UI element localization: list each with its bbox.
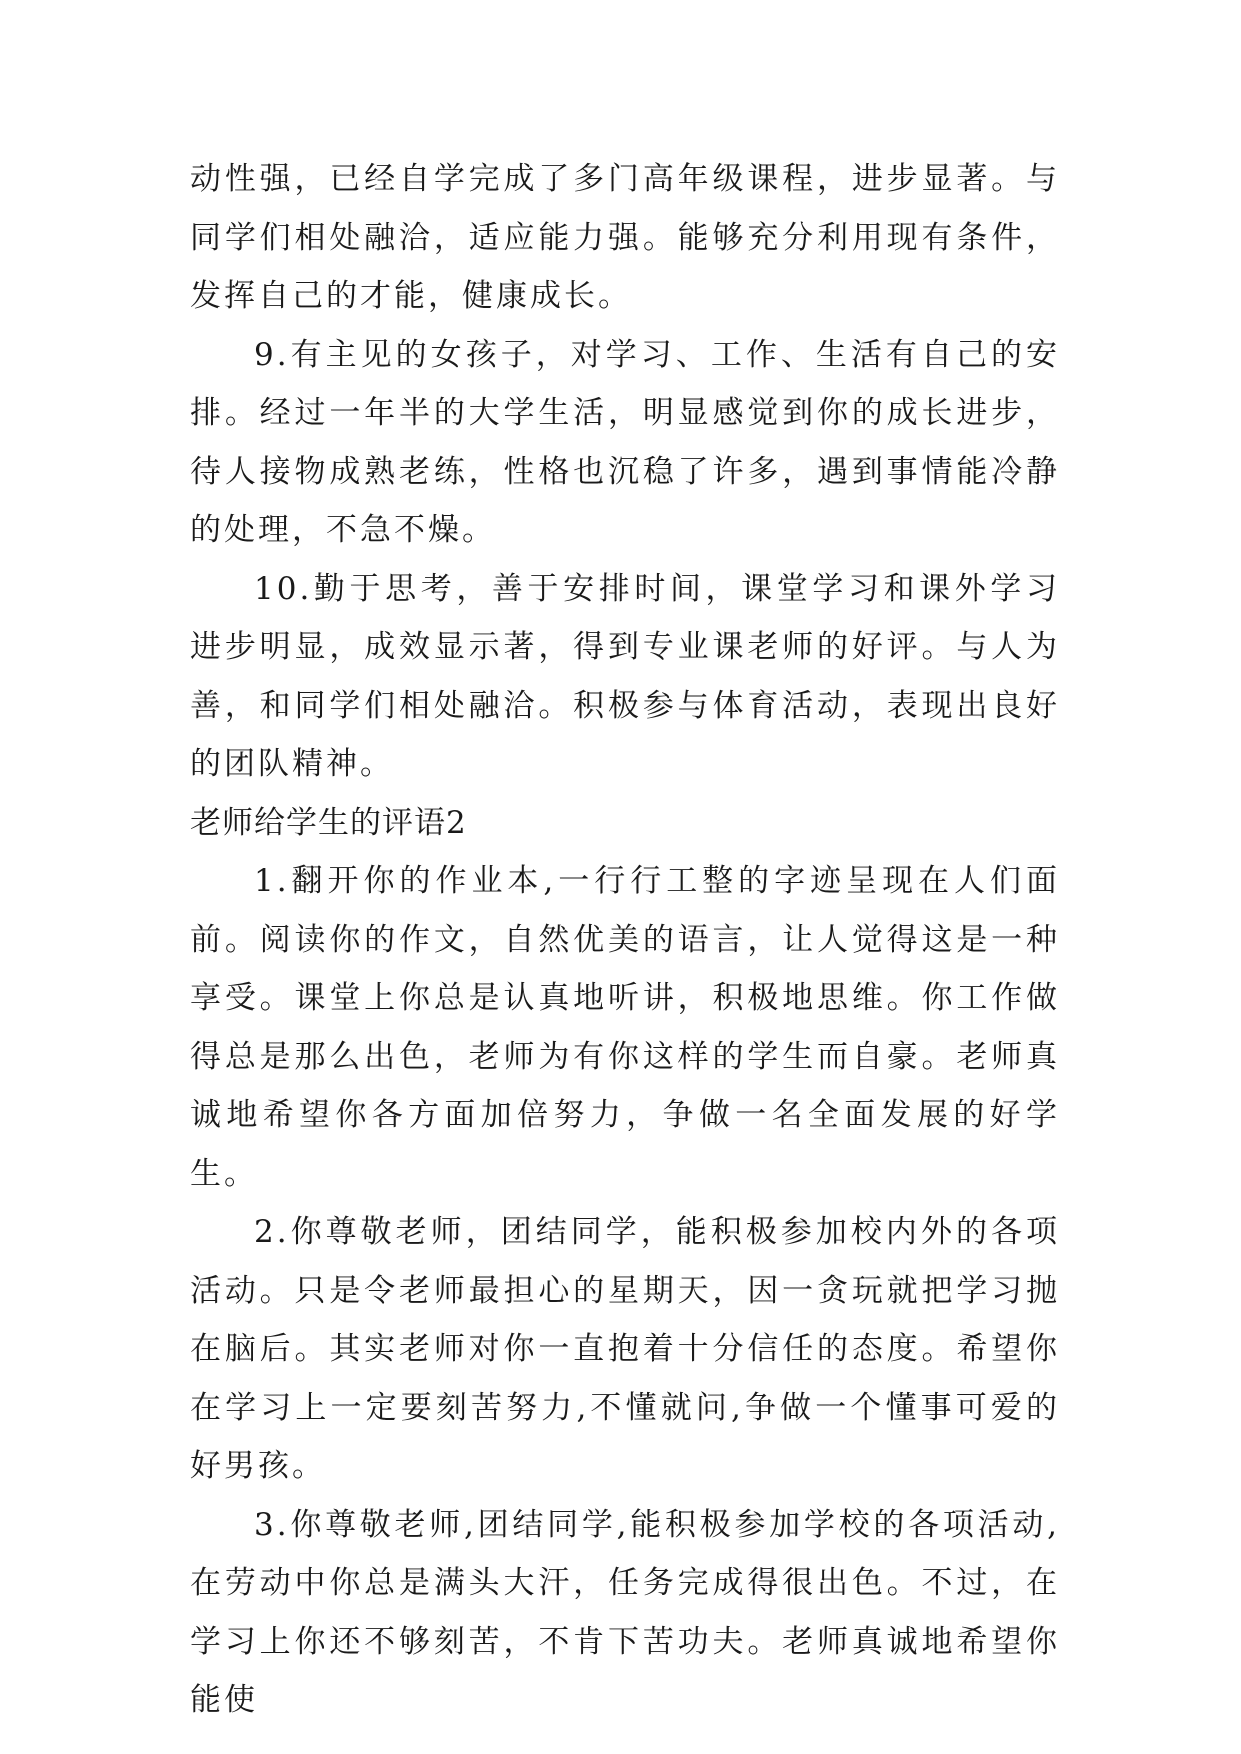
paragraph-item-3: 3.你尊敬老师,团结同学,能积极参加学校的各项活动,在劳动中你总是满头大汗，任务完成得很出色。不过，在学习上你还不够刻苦，不肯下苦功夫。老师真诚地希望你能使 xyxy=(190,1506,1060,1718)
document-body xyxy=(190,150,1060,1730)
paragraph-continued: 动性强，已经自学完成了多门高年级课程，进步显著。与同学们相处融洽，适应能力强。能够充分利用现有条件，发挥自己的才能，健康成长。 xyxy=(190,161,1060,314)
paragraph-item-1: 1.翻开你的作业本,一行行工整的字迹呈现在人们面前。阅读你的作文，自然优美的语言，让人觉得这是一种享受。课堂上你总是认真地听讲，积极地思维。你工作做得总是那么出色，老师为有你这样的学生而自豪。老师真诚地希望你各方面加倍努力，争做一名全面发展的好学生。 xyxy=(190,863,1060,1192)
paragraph-item-2: 2.你尊敬老师，团结同学，能积极参加校内外的各项活动。只是令老师最担心的星期天，因一贪玩就把学习抛在脑后。其实老师对你一直抱着十分信任的态度。希望你在学习上一定要刻苦努力,不懂就问,争做一个懂事可爱的好男孩。 xyxy=(190,1214,1060,1484)
paragraph-item-9: 9.有主见的女孩子，对学习、工作、生活有自己的安排。经过一年半的大学生活，明显感觉到你的成长进步，待人接物成熟老练，性格也沉稳了许多，遇到事情能冷静的处理，不急不燥。 xyxy=(190,336,1060,548)
paragraph-item-10: 10.勤于思考，善于安排时间，课堂学习和课外学习进步明显，成效显示著，得到专业课老师的好评。与人为善，和同学们相处融洽。积极参与体育活动，表现出良好的团队精神。 xyxy=(190,570,1060,782)
section-heading: 老师给学生的评语2 xyxy=(190,804,467,841)
